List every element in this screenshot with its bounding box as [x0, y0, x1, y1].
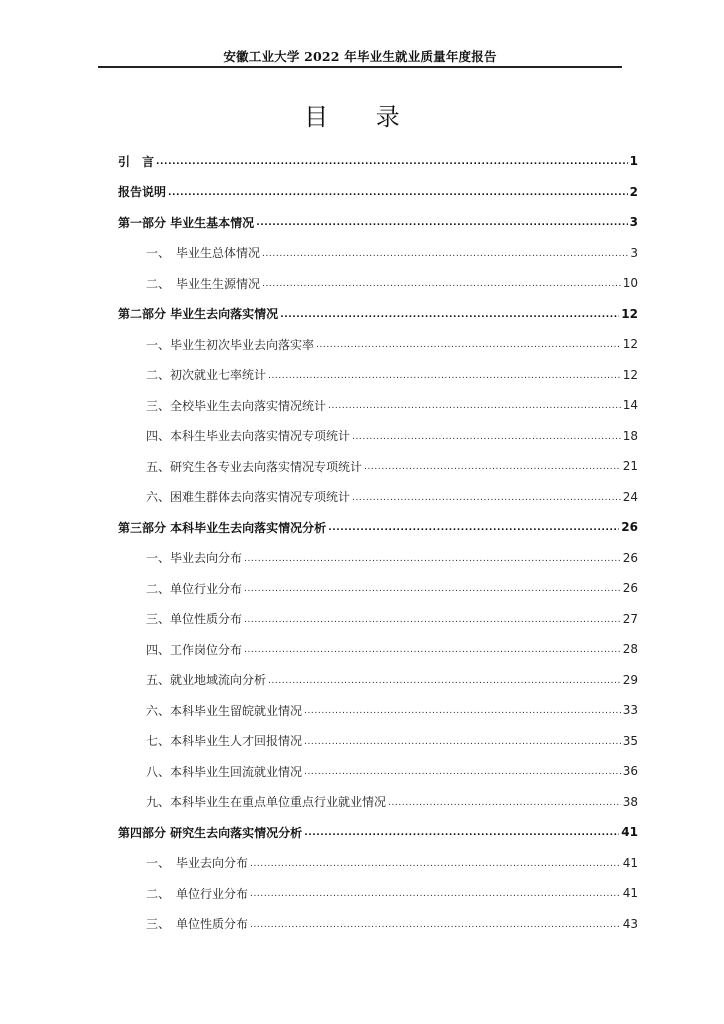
dot-leader — [328, 401, 621, 413]
toc-entry-label: 引 言 — [118, 154, 155, 169]
dot-leader — [244, 645, 621, 657]
dot-leader — [352, 493, 621, 505]
dot-leader — [256, 218, 627, 230]
toc-section-entry[interactable] — [118, 817, 638, 848]
dot-leader — [250, 859, 621, 871]
toc-subsection-entry[interactable] — [118, 360, 638, 391]
dot-leader — [156, 157, 628, 169]
toc-page-number: 41 — [621, 825, 638, 840]
toc-entry-label: 三、全校毕业生去向落实情况统计 — [146, 398, 327, 413]
toc-entry-label: 二、初次就业七率统计 — [146, 368, 267, 383]
toc-entry-label: 四、工作岗位分布 — [146, 642, 243, 657]
toc-page-number: 43 — [622, 916, 638, 931]
toc-page-number: 3 — [630, 245, 638, 260]
toc-entry-label: 六、本科毕业生留皖就业情况 — [146, 703, 303, 718]
toc-page-number: 28 — [622, 642, 638, 657]
toc-page-number: 18 — [622, 428, 638, 443]
toc-page-number: 14 — [622, 398, 638, 413]
toc-page-number: 27 — [622, 611, 638, 626]
dot-leader — [262, 249, 628, 261]
toc-entry-label: 三、单位性质分布 — [146, 612, 243, 627]
toc-subsection-entry[interactable] — [118, 604, 638, 635]
dot-leader — [168, 188, 628, 200]
toc-page-number: 33 — [622, 703, 638, 718]
dot-leader — [364, 462, 621, 474]
dot-leader — [328, 523, 619, 535]
toc-section-entry[interactable] — [118, 146, 638, 177]
toc-title: 目 录 — [304, 103, 420, 131]
dot-leader — [280, 310, 619, 322]
toc-entry-label: 一、毕业生初次毕业去向落实率 — [146, 337, 315, 352]
dot-leader — [304, 767, 621, 779]
toc-entry-label: 七、本科毕业生人才回报情况 — [146, 734, 303, 749]
toc-entry-label: 六、困难生群体去向落实情况专项统计 — [146, 490, 351, 505]
toc-page-number: 2 — [629, 184, 638, 199]
toc-page-number: 26 — [622, 550, 638, 565]
toc-subsection-entry[interactable] — [118, 268, 638, 299]
toc-entry-label: 二、单位行业分布 — [146, 581, 243, 596]
dot-leader — [250, 889, 621, 901]
toc-entry-label: 第三部分 本科毕业生去向落实情况分析 — [118, 520, 327, 535]
toc-subsection-entry[interactable] — [118, 756, 638, 787]
toc-entry-label: 第二部分 毕业生去向落实情况 — [118, 307, 279, 322]
toc-section-entry[interactable] — [118, 207, 638, 238]
toc-entry-label: 一、毕业去向分布 — [146, 551, 243, 566]
toc-page-number: 3 — [629, 215, 638, 230]
toc-page-number: 36 — [622, 764, 638, 779]
toc-entry-label: 报告说明 — [118, 185, 167, 200]
toc-entry-label: 二、 毕业生生源情况 — [146, 276, 261, 291]
dot-leader — [388, 798, 621, 810]
toc-entry-label: 一、 毕业生总体情况 — [146, 246, 261, 261]
toc-entry-label: 二、 单位行业分布 — [146, 886, 249, 901]
toc-subsection-entry[interactable] — [118, 573, 638, 604]
toc-page-number: 12 — [622, 337, 638, 352]
toc-page-number: 29 — [622, 672, 638, 687]
toc-section-entry[interactable] — [118, 299, 638, 330]
dot-leader — [268, 676, 621, 688]
toc-subsection-entry[interactable] — [118, 329, 638, 360]
toc-entry-label: 八、本科毕业生回流就业情况 — [146, 764, 303, 779]
toc-entry-label: 第一部分 毕业生基本情况 — [118, 215, 255, 230]
table-of-contents — [118, 146, 638, 939]
dot-leader — [304, 737, 621, 749]
toc-entry-label: 一、 毕业去向分布 — [146, 856, 249, 871]
toc-subsection-entry[interactable] — [118, 482, 638, 513]
dot-leader — [268, 371, 621, 383]
toc-page-number: 26 — [621, 520, 638, 535]
running-header: 安徽工业大学 2022 年毕业生就业质量年度报告 — [223, 49, 497, 64]
dot-leader — [352, 432, 621, 444]
toc-subsection-entry[interactable] — [118, 787, 638, 818]
toc-page-number: 21 — [622, 459, 638, 474]
toc-page-number: 41 — [622, 855, 638, 870]
dot-leader — [304, 828, 619, 840]
toc-entry-label: 四、本科生毕业去向落实情况专项统计 — [146, 429, 351, 444]
toc-page-number: 41 — [622, 886, 638, 901]
dot-leader — [316, 340, 621, 352]
toc-page-number: 10 — [622, 276, 638, 291]
toc-page-number: 24 — [622, 489, 638, 504]
toc-subsection-entry[interactable] — [118, 665, 638, 696]
toc-entry-label: 第四部分 研究生去向落实情况分析 — [118, 825, 303, 840]
toc-subsection-entry[interactable] — [118, 390, 638, 421]
toc-page-number: 26 — [622, 581, 638, 596]
dot-leader — [304, 706, 621, 718]
toc-section-entry[interactable] — [118, 177, 638, 208]
toc-entry-label: 五、研究生各专业去向落实情况专项统计 — [146, 459, 363, 474]
toc-subsection-entry[interactable] — [118, 909, 638, 940]
toc-subsection-entry[interactable] — [118, 848, 638, 879]
toc-subsection-entry[interactable] — [118, 543, 638, 574]
toc-page-number: 1 — [629, 154, 638, 169]
dot-leader — [250, 920, 621, 932]
toc-entry-label: 五、就业地域流向分析 — [146, 673, 267, 688]
toc-page-number: 38 — [622, 794, 638, 809]
toc-page-number: 12 — [622, 367, 638, 382]
toc-entry-label: 九、本科毕业生在重点单位重点行业就业情况 — [146, 795, 387, 810]
dot-leader — [262, 279, 621, 291]
toc-section-entry[interactable] — [118, 512, 638, 543]
toc-subsection-entry[interactable] — [118, 726, 638, 757]
dot-leader — [244, 554, 621, 566]
dot-leader — [244, 584, 621, 596]
toc-page-number: 35 — [622, 733, 638, 748]
toc-subsection-entry[interactable] — [118, 238, 638, 269]
header-rule — [98, 66, 622, 68]
toc-page-number: 12 — [621, 306, 638, 321]
toc-subsection-entry[interactable] — [118, 421, 638, 452]
toc-subsection-entry[interactable] — [118, 451, 638, 482]
toc-subsection-entry[interactable] — [118, 878, 638, 909]
toc-subsection-entry[interactable] — [118, 634, 638, 665]
toc-entry-label: 三、 单位性质分布 — [146, 917, 249, 932]
dot-leader — [244, 615, 621, 627]
toc-subsection-entry[interactable] — [118, 695, 638, 726]
